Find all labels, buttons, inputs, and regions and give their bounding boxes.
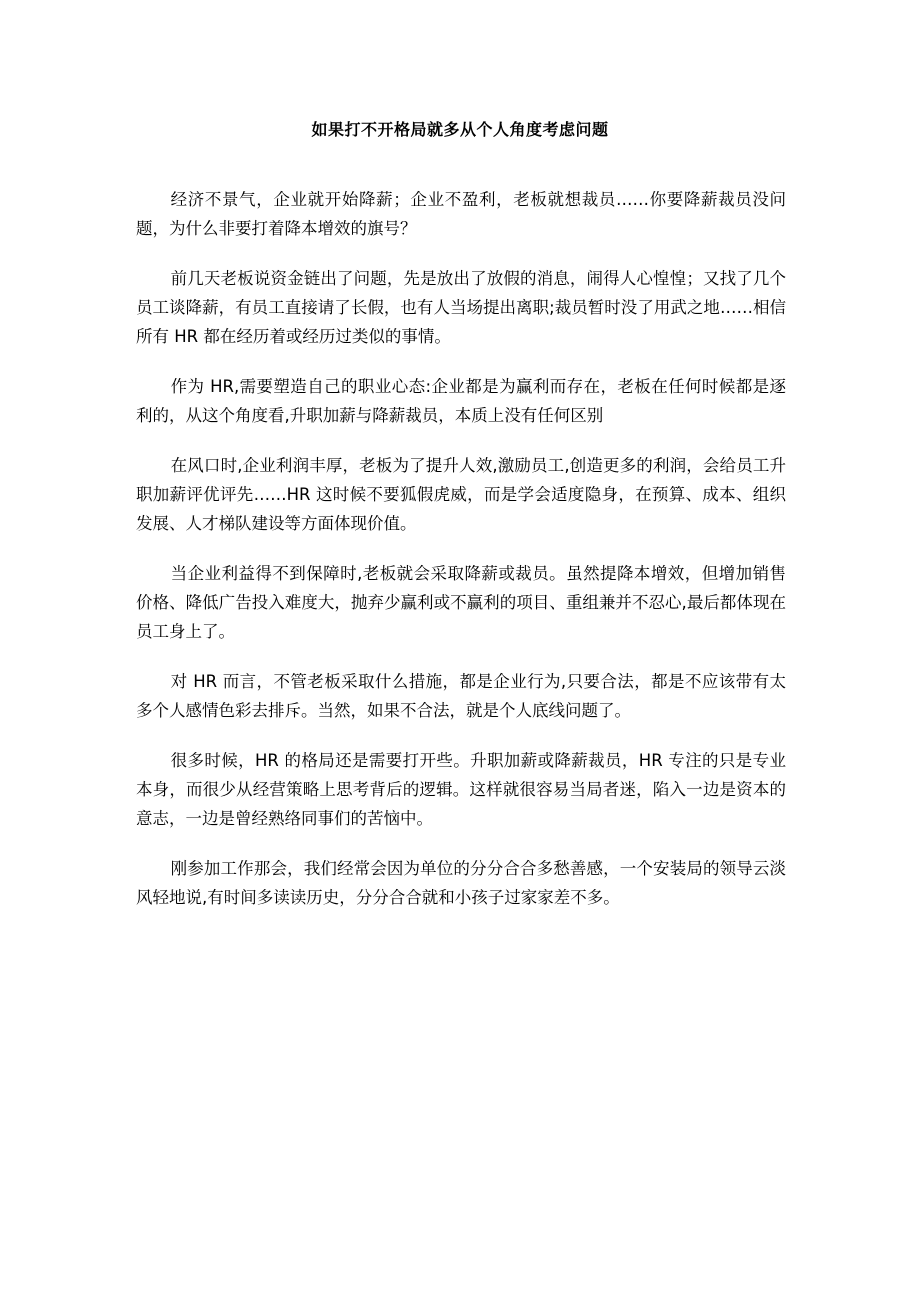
paragraph: 经济不景气，企业就开始降薪；企业不盈利，老板就想裁员……你要降薪裁员没问题，为什么非要打着降本增效的旗号？ (136, 190, 786, 238)
paragraph: 前几天老板说资金链出了问题，先是放出了放假的消息，闹得人心惶惶；又找了几个员工谈降薪，有员工直接请了长假，也有人当场提出离职;裁员暂时没了用武之地……相信所有 HR 都在经历着或经历过类似的事情。 (136, 269, 786, 346)
document-body (136, 185, 786, 933)
paragraph: 作为 HR,需要塑造自己的职业心态:企业都是为赢利而存在，老板在任何时候都是逐利的，从这个角度看,升职加薪与降薪裁员，本质上没有任何区别 (136, 377, 786, 425)
document-title: 如果打不开格局就多从个人角度考虑问题 (311, 120, 609, 139)
paragraph: 对 HR 而言，不管老板采取什么措施，都是企业行为,只要合法，都是不应该带有太多个人感情色彩去排斥。当然，如果不合法，就是个人底线问题了。 (136, 672, 786, 720)
paragraph: 在风口时,企业利润丰厚，老板为了提升人效,激励员工,创造更多的利润，会给员工升职加薪评优评先……HR 这时候不要狐假虎威，而是学会适度隐身，在预算、成本、组织发展、人才梯队建设等方面体现价值。 (136, 456, 786, 533)
paragraph: 刚参加工作那会，我们经常会因为单位的分分合合多愁善感，一个安装局的领导云淡风轻地说,有时间多读读历史，分分合合就和小孩子过家家差不多。 (136, 859, 786, 907)
paragraph: 很多时候，HR 的格局还是需要打开些。升职加薪或降薪裁员，HR 专注的只是专业本身，而很少从经营策略上思考背后的逻辑。这样就很容易当局者迷，陷入一边是资本的意志，一边是曾经熟络同事们的苦恼中。 (136, 751, 786, 828)
paragraph: 当企业利益得不到保障时,老板就会采取降薪或裁员。虽然提降本增效，但增加销售价格、降低广告投入难度大，抛弃少赢利或不赢利的项目、重组兼并不忍心,最后都体现在员工身上了。 (136, 564, 786, 641)
